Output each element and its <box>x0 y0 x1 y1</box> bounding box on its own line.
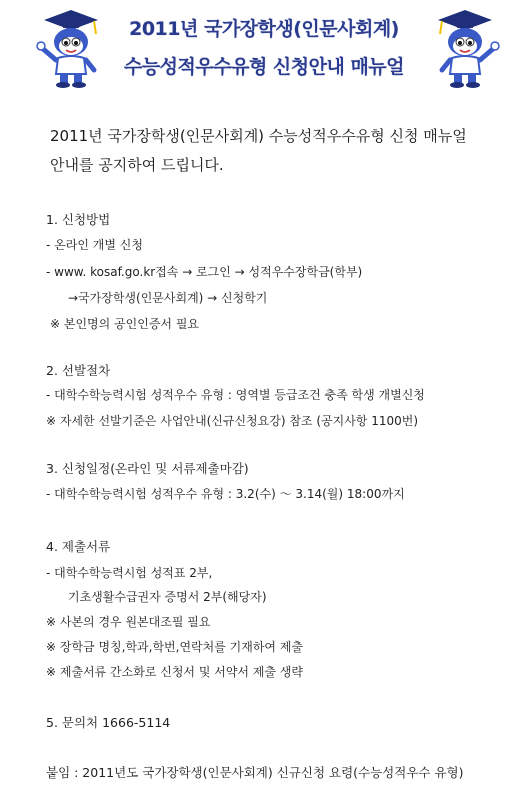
section-1-item-2: - www. kosaf.go.kr접속 → 로그인 → 성적우수장학금(학부) <box>46 265 363 279</box>
section-4-item-1-cont: 기초생활수급권자 증명서 2부(해당자) <box>68 590 267 604</box>
section-4-note-2: ※ 장학금 명칭,학과,학번,연락처를 기재하여 제출 <box>46 640 304 654</box>
section-4-heading: 4. 제출서류 <box>46 539 111 554</box>
section-2-note-1: ※ 자세한 선발기준은 사업안내(신규신청요강) 참조 (공지사항 1100번) <box>46 414 419 428</box>
title-line-2: 수능성적우수유형 신청안내 매뉴얼 <box>123 56 405 78</box>
section-4-note-3: ※ 제출서류 간소화로 신청서 및 서약서 제출 생략 <box>46 665 304 679</box>
attachment-line: 붙임 : 2011년도 국가장학생(인문사회계) 신규신청 요령(수능성적우수 유형) <box>46 765 464 780</box>
lead-line-2: 안내를 공지하여 드립니다. <box>50 156 224 174</box>
section-1-heading: 1. 신청방법 <box>46 212 111 227</box>
title-line-1: 2011년 국가장학생(인문사회계) <box>129 18 399 40</box>
section-5-heading: 5. 문의처 1666-5114 <box>46 715 171 730</box>
section-4-note-1: ※ 사본의 경우 원본대조필 필요 <box>46 615 211 629</box>
lead-paragraph <box>50 122 500 180</box>
section-3-item-1: - 대학수학능력시험 성적우수 유형 : 3.2(수) ～ 3.14(월) 18:00까지 <box>46 487 405 501</box>
mascot-graduate-icon <box>430 8 500 88</box>
section-4-item-1: - 대학수학능력시험 성적표 2부, <box>46 566 213 580</box>
section-1-note-1: ※ 본인명의 공인인증서 필요 <box>50 317 200 331</box>
section-1-item-2-cont: →국가장학생(인문사회계) → 신청학기 <box>68 291 268 305</box>
lead-line-1: 2011년 국가장학생(인문사회계) 수능성적우수유형 신청 매뉴얼 <box>50 127 467 145</box>
section-2-item-1: - 대학수학능력시험 성적우수 유형 : 영역별 등급조건 충족 학생 개별신청 <box>46 388 425 402</box>
header-banner <box>0 0 528 100</box>
section-3-heading: 3. 신청일정(온라인 및 서류제출마감) <box>46 461 249 476</box>
section-2-heading: 2. 선발절차 <box>46 363 111 378</box>
section-1-item-1: - 온라인 개별 신청 <box>46 238 143 252</box>
